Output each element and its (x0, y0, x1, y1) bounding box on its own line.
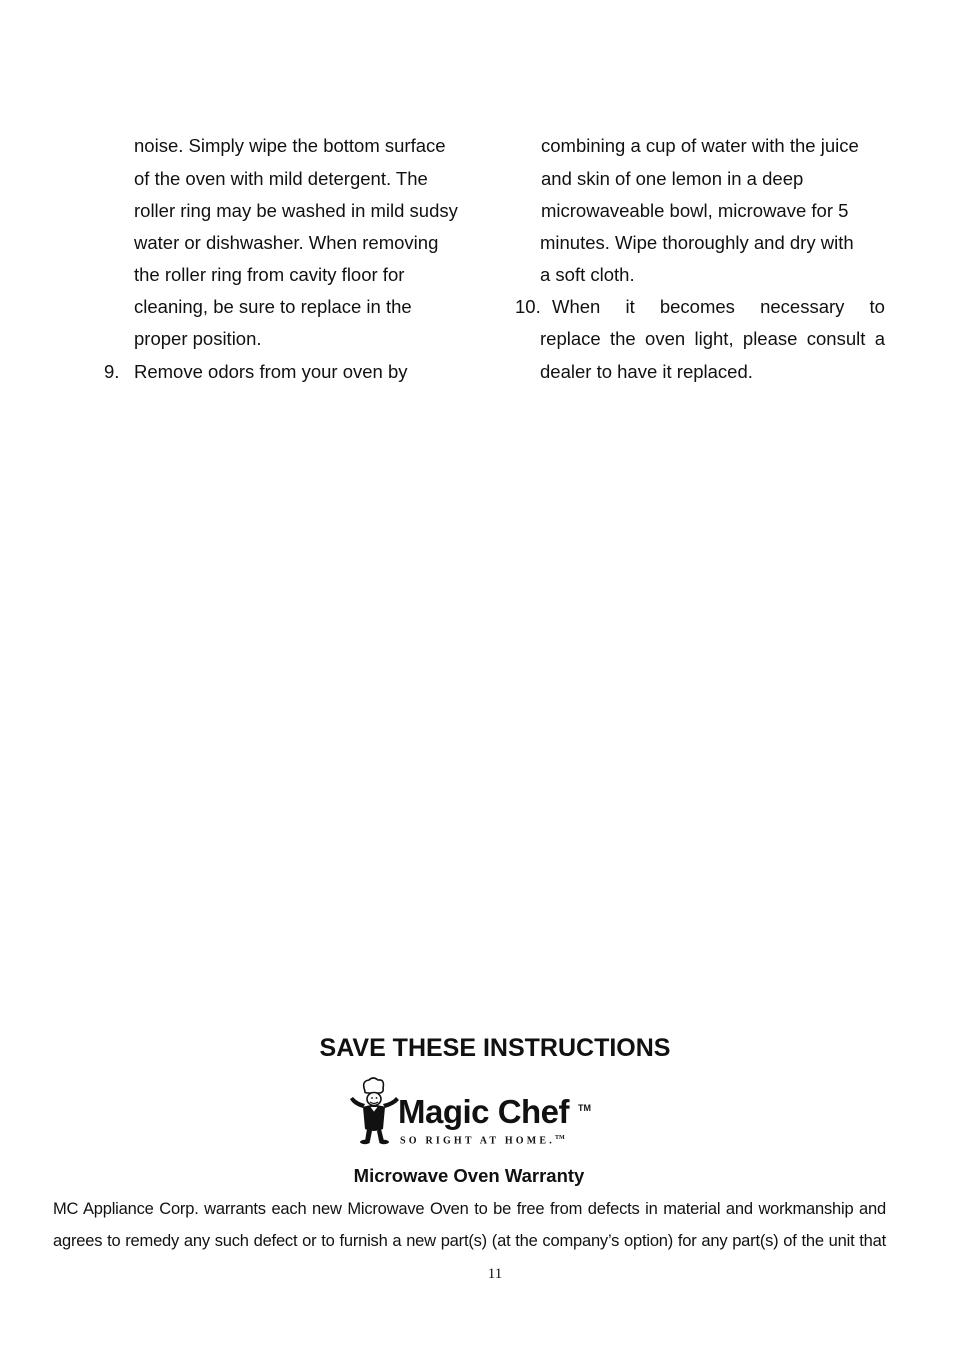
warranty-text-line: agrees to remedy any such defect or to furnish a new part(s) (at the company’s option) for any part(s) of the unit that (53, 1232, 886, 1250)
text-line: dealer to have it replaced. (540, 361, 753, 382)
page-number: 11 (487, 1266, 503, 1282)
text-line: proper position. (134, 328, 262, 349)
logo-tagline-text: SO RIGHT AT HOME. (400, 1135, 555, 1147)
logo-tagline-trademark: TM (554, 1135, 565, 1141)
magic-chef-logo (345, 1075, 595, 1147)
word: it (625, 296, 635, 317)
word: When (552, 296, 601, 317)
list-item-first-line (552, 296, 885, 318)
text-line: noise. Simply wipe the bottom surface (134, 135, 446, 156)
logo-tagline (400, 1135, 565, 1146)
warranty-title: Microwave Oven Warranty (353, 1165, 585, 1186)
text-line: cleaning, be sure to replace in the (134, 296, 412, 317)
text-line: replace the oven light, please consult a (540, 328, 885, 349)
chef-mascot-icon (347, 1077, 403, 1145)
logo-wordmark: Magic Chef (398, 1093, 570, 1130)
logo-trademark: TM (578, 1103, 591, 1113)
text-line: roller ring may be washed in mild sudsy (134, 200, 458, 221)
text-line: of the oven with mild detergent. The (134, 168, 428, 189)
warranty-text-line: MC Appliance Corp. warrants each new Microwave Oven to be free from defects in material and workmanship and (53, 1200, 886, 1218)
text-line: a soft cloth. (540, 264, 635, 285)
text-line: water or dishwasher. When removing (134, 232, 439, 253)
list-number: 10. (515, 296, 541, 317)
word: becomes (659, 296, 735, 317)
list-number: 9. (104, 361, 120, 382)
text-line: microwaveable bowl, microwave for 5 (541, 200, 849, 221)
text-line: the roller ring from cavity floor for (134, 264, 405, 285)
text-line: minutes. Wipe thoroughly and dry with (540, 232, 854, 253)
save-instructions-heading: SAVE THESE INSTRUCTIONS (319, 1034, 671, 1062)
list-item-text: Remove odors from your oven by (134, 361, 408, 382)
text-line: and skin of one lemon in a deep (541, 168, 804, 189)
text-line: combining a cup of water with the juice (541, 135, 859, 156)
word: necessary (760, 296, 845, 317)
word: to (869, 296, 885, 317)
